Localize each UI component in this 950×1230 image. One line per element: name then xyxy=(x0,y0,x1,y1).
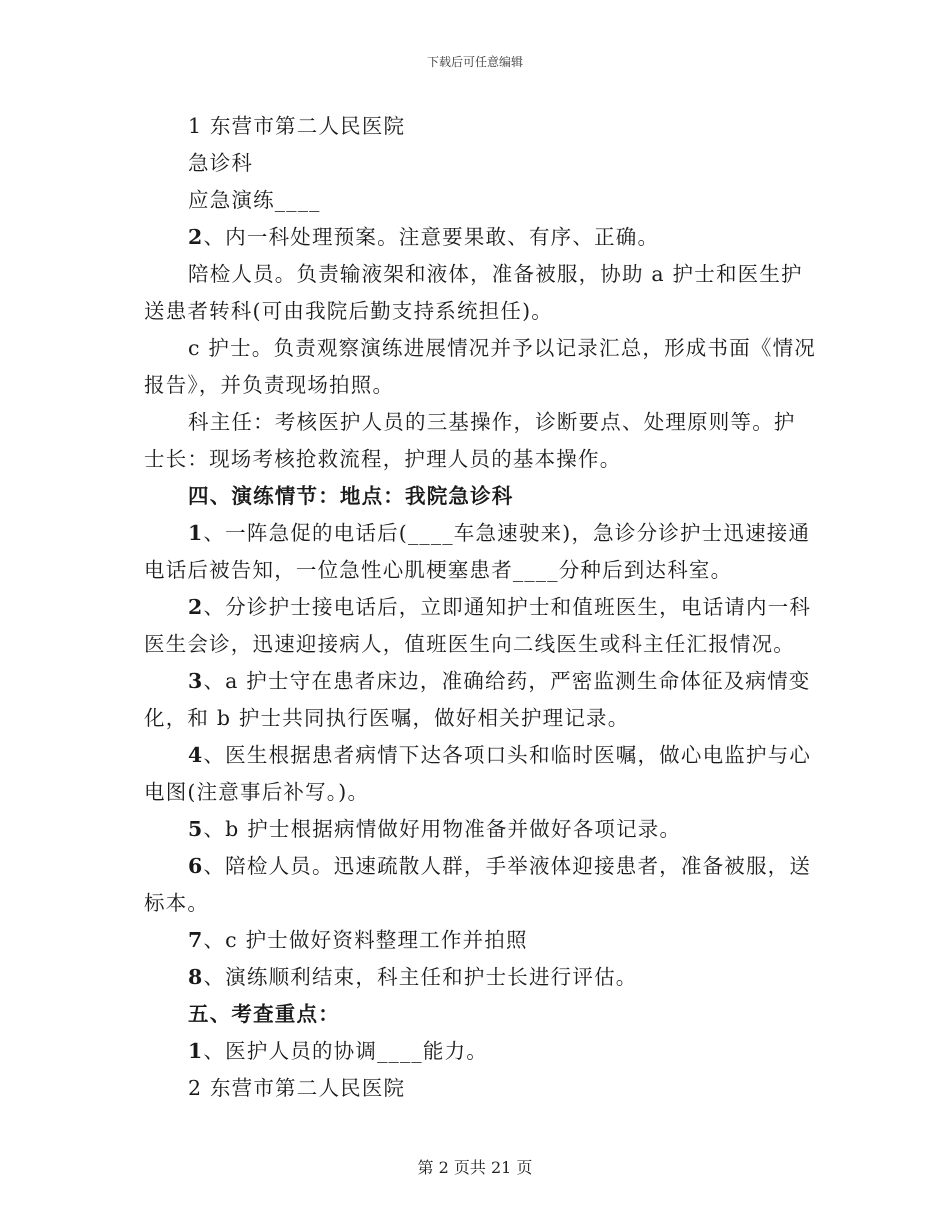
text-line xyxy=(144,774,810,811)
text-line xyxy=(144,663,810,700)
item-number: 2 xyxy=(188,595,204,619)
line-text: 、陪检人员。迅速疏散人群，手举液体迎接患者，准备被服，送 xyxy=(203,854,812,878)
text-line xyxy=(144,848,810,885)
line-text: 应急演练____ xyxy=(188,188,321,212)
line-text: 、医护人员的协调____能力。 xyxy=(203,1039,488,1063)
line-text: 陪检人员。负责输液架和液体，准备被服，协助 a 护士和医生护 xyxy=(188,262,803,286)
line-text: 电图(注意事后补写。)。 xyxy=(144,780,370,804)
text-line xyxy=(144,256,810,293)
text-line xyxy=(144,515,810,552)
line-text: 五、考查重点： xyxy=(188,1002,340,1026)
text-line xyxy=(144,589,810,626)
line-text: 、演练顺利结束，科主任和护士长进行评估。 xyxy=(203,965,638,989)
line-text: 医生会诊，迅速迎接病人，值班医生向二线医生或科主任汇报情况。 xyxy=(144,632,795,656)
item-number: 5 xyxy=(188,817,204,841)
line-text: 报告》，并负责现场拍照。 xyxy=(144,373,395,397)
line-text: 、一阵急促的电话后(____车急速驶来)，急诊分诊护士迅速接通 xyxy=(203,521,811,545)
item-number: 3 xyxy=(188,669,204,693)
line-text: 急诊科 xyxy=(188,151,254,175)
text-line xyxy=(144,811,810,848)
line-text: 送患者转科(可由我院后勤支持系统担任)。 xyxy=(144,299,553,323)
line-text: 标本。 xyxy=(144,891,210,915)
line-text: 电话后被告知，一位急性心肌梗塞患者____分种后到达科室。 xyxy=(144,558,733,582)
page-footer: 第 2 页共 21 页 xyxy=(417,1158,533,1177)
line-text: 科主任：考核医护人员的三基操作，诊断要点、处理原则等。护 xyxy=(188,410,796,434)
line-text: 四、演练情节：地点：我院急诊科 xyxy=(188,484,514,508)
item-number: 4 xyxy=(188,743,204,767)
line-text: 、a 护士守在患者床边，准确给药，严密监测生命体征及病情变 xyxy=(203,669,811,693)
text-line xyxy=(144,367,810,404)
text-line xyxy=(144,1070,810,1107)
line-text: 2 东营市第二人民医院 xyxy=(188,1076,406,1100)
line-text: 1 东营市第二人民医院 xyxy=(188,114,406,138)
item-number: 1 xyxy=(188,521,204,545)
item-number: 1 xyxy=(188,1039,204,1063)
text-line xyxy=(144,885,810,922)
text-line xyxy=(144,737,810,774)
text-line xyxy=(144,996,810,1033)
line-text: 化，和 b 护士共同执行医嘱，做好相关护理记录。 xyxy=(144,706,630,730)
item-number: 6 xyxy=(188,854,204,878)
document-body xyxy=(144,108,816,1107)
page-header: 下载后可任意编辑 xyxy=(426,55,523,69)
item-number: 7 xyxy=(188,928,204,952)
line-text: c 护士。负责观察演练进展情况并予以记录汇总，形成书面《情况 xyxy=(188,336,816,360)
line-text: 、b 护士根据病情做好用物准备并做好各项记录。 xyxy=(203,817,682,841)
text-line xyxy=(144,404,810,441)
text-line xyxy=(144,478,810,515)
text-line xyxy=(144,626,810,663)
text-line xyxy=(144,330,816,367)
text-line xyxy=(144,700,810,737)
line-text: 、c 护士做好资料整理工作并拍照 xyxy=(203,928,528,952)
line-text: 、内一科处理预案。注意要果敢、有序、正确。 xyxy=(203,225,660,249)
text-line xyxy=(144,441,810,478)
text-line xyxy=(144,959,810,996)
line-text: 、分诊护士接电话后，立即通知护士和值班医生，电话请内一科 xyxy=(203,595,812,619)
item-number: 2 xyxy=(188,225,204,249)
text-line xyxy=(144,1033,810,1070)
text-line xyxy=(144,108,810,145)
item-number: 8 xyxy=(188,965,204,989)
line-text: 、医生根据患者病情下达各项口头和临时医嘱，做心电监护与心 xyxy=(203,743,812,767)
text-line xyxy=(144,293,810,330)
text-line xyxy=(144,182,810,219)
line-text: 士长：现场考核抢救流程，护理人员的基本操作。 xyxy=(144,447,622,471)
text-line xyxy=(144,922,810,959)
text-line xyxy=(144,552,810,589)
text-line xyxy=(144,219,810,256)
text-line xyxy=(144,145,810,182)
